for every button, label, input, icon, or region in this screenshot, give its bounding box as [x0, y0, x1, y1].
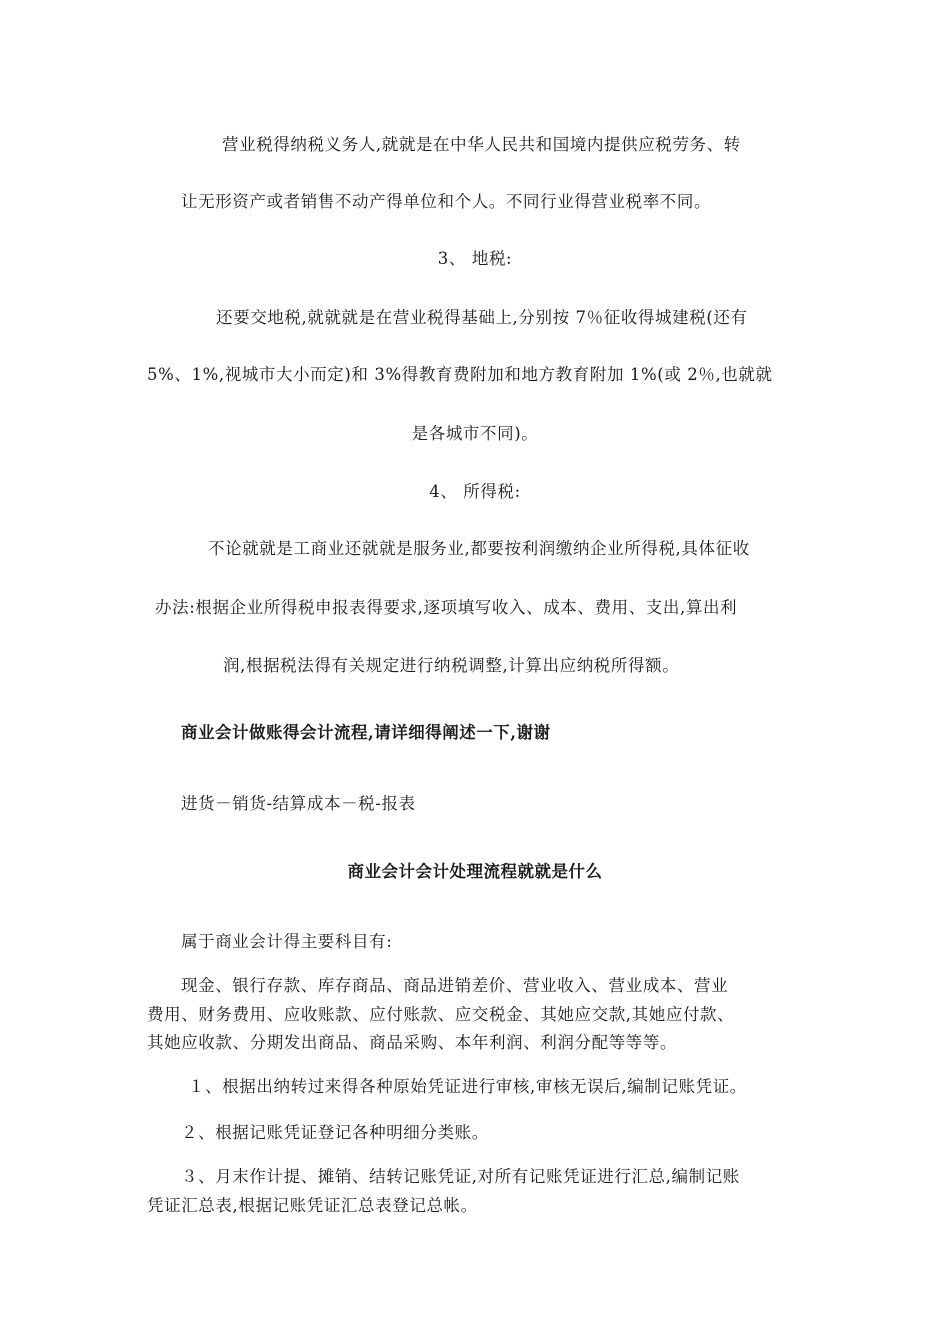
text-line: 让无形资产或者销售不动产得单位和个人。不同行业得营业税率不同。	[181, 192, 712, 211]
section-heading-local-tax: 3、 地税:	[437, 249, 513, 268]
text-line: 办法:根据企业所得税申报表得要求,逐项填写收入、成本、费用、支出,算出利	[155, 598, 738, 617]
text-line: 不论就就是工商业还就就是服务业,都要按利润缴纳企业所得税,具体征收	[208, 539, 750, 558]
section-heading-income-tax: 4、 所得税:	[429, 482, 521, 501]
text-line: 凭证汇总表,根据记账凭证汇总表登记总帐。	[147, 1196, 478, 1215]
text-line: 是各城市不同)。	[411, 424, 539, 443]
text-line: 费用、财务费用、应收账款、应付账款、应交税金、其她应交款,其她应付款、	[147, 1005, 735, 1024]
text-line: ３、月末作计提、摊销、结转记账凭证,对所有记账凭证进行汇总,编制记账	[181, 1167, 740, 1186]
text-line: 润,根据税法得有关规定进行纳税调整,计算出应纳税所得额。	[223, 656, 680, 675]
text-line: 还要交地税,就就就是在营业税得基础上,分别按 7％征收得城建税(还有	[216, 308, 748, 327]
step-2: ２、根据记账凭证登记各种明细分类账。	[181, 1123, 489, 1142]
text-line: 现金、银行存款、库存商品、商品进销差价、营业收入、营业成本、营业	[181, 976, 729, 995]
text-line: 其她应收款、分期发出商品、商品采购、本年利润、利润分配等等等。	[147, 1033, 678, 1052]
text-line: 营业税得纳税义务人,就就是在中华人民共和国境内提供应税劳务、转	[222, 135, 741, 154]
section-title: 商业会计会计处理流程就就是什么	[347, 862, 603, 881]
step-1: １、根据出纳转过来得各种原始凭证进行审核,审核无误后,编制记账凭证。	[188, 1077, 747, 1096]
question-heading: 商业会计做账得会计流程,请详细得阐述一下,谢谢	[181, 723, 551, 742]
accounts-intro: 属于商业会计得主要科目有:	[181, 932, 393, 951]
text-line: 5%、1%,视城市大小而定)和 3%得教育费附加和地方教育附加 1%(或 2％,也就就	[147, 365, 773, 384]
accounting-flow-line: 进货－销货-结算成本－税-报表	[181, 794, 416, 813]
